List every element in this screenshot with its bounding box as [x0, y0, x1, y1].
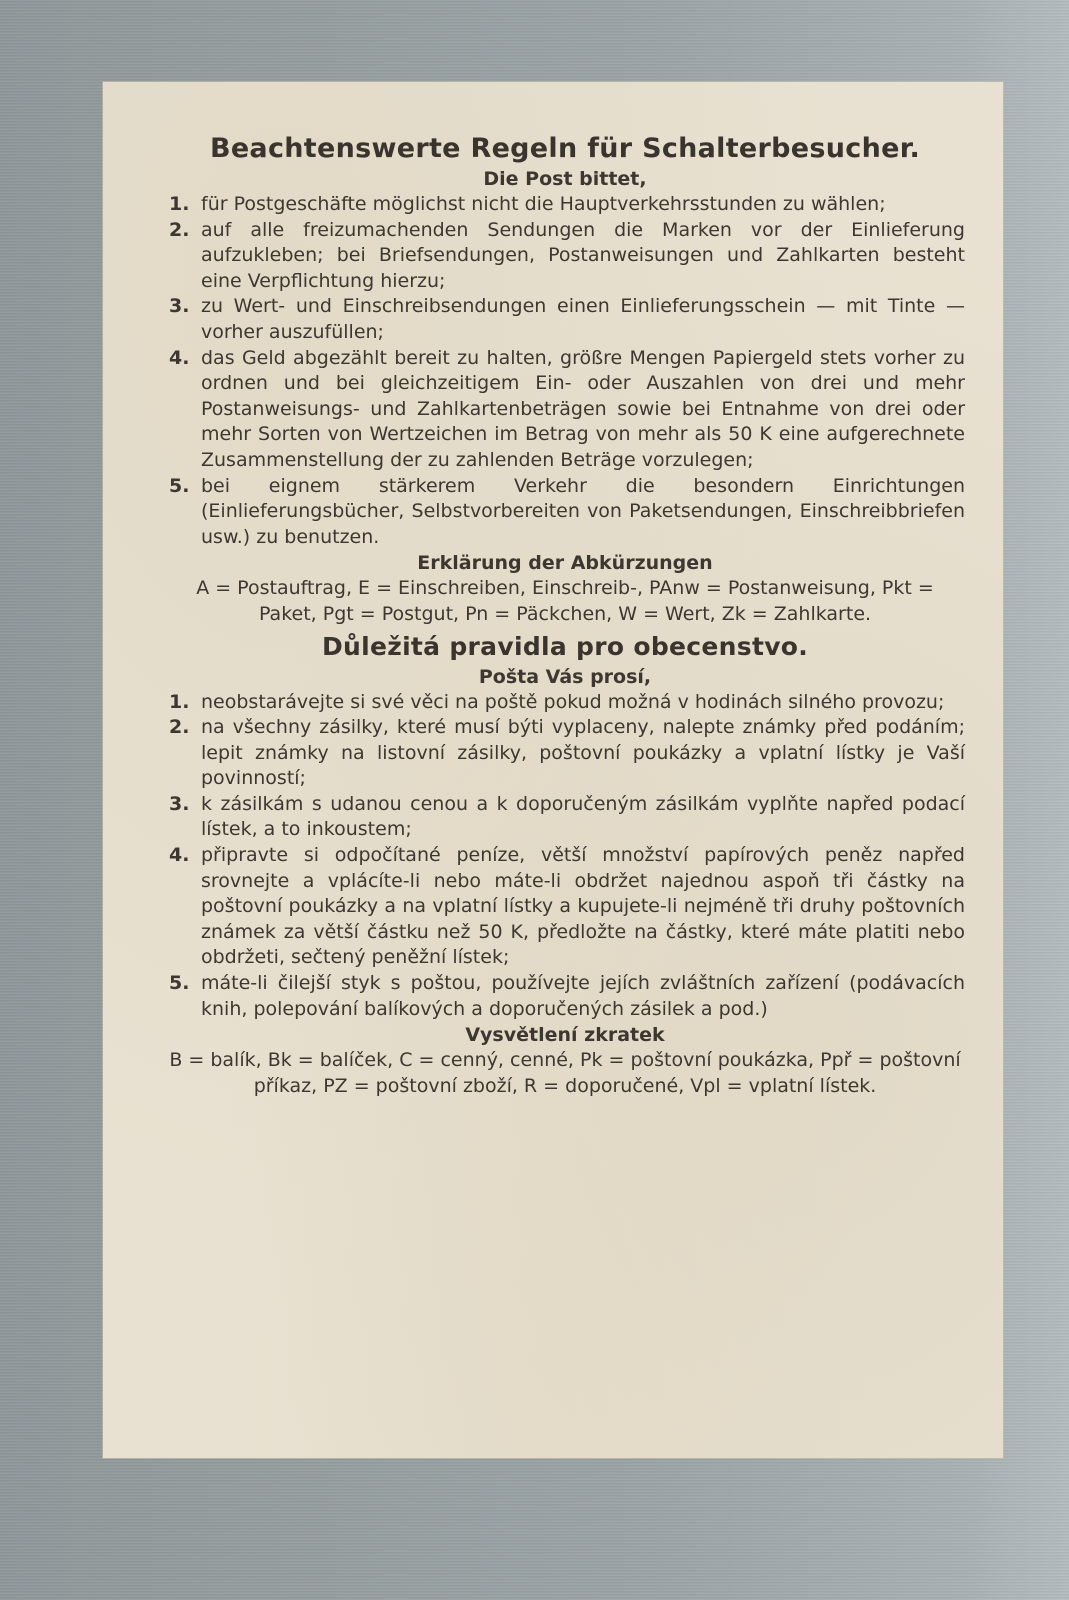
rule-number: 4.	[169, 844, 190, 867]
rule-text: für Postgeschäfte möglichst nicht die Hauptverkehrsstunden zu wählen;	[201, 193, 886, 215]
german-abbreviations-heading: Erklärung der Abkürzungen	[417, 552, 713, 575]
rule-number: 5.	[169, 972, 190, 995]
rule-text: auf alle freizumachenden Sendungen die Marken vor der Einlieferung aufzukleben; bei Briefsendungen, Postanweisungen und Zahlkarten besteht eine Verpflichtung hierzu;	[201, 218, 965, 292]
rule-number: 2.	[169, 716, 190, 739]
german-rule-4	[165, 346, 965, 474]
german-rule-5	[165, 474, 965, 551]
rule-text: máte-li čilejší styk s poštou, používejte jejích zvláštních zařízení (podávacích knih, polepování balíkových a doporučených zásilek a pod.)	[201, 972, 965, 1020]
rule-text: připravte si odpočítané peníze, větší množství papírových peněz napřed srovnejte a vplácíte-li nebo máte-li obdržet najednou aspoň tři částky na poštovní poukázky a na vplatní lístky a kupujete-li nejméně tři druhy poštovních známek za větší částku než 50 K, předložte na částky, které máte platiti nebo obdržeti, sečtený peněžní lístek;	[201, 844, 965, 969]
czech-rules-list	[165, 690, 965, 1023]
rule-text: neobstarávejte si své věci na poště pokud možná v hodinách silného provozu;	[201, 690, 945, 713]
rule-number: 1.	[169, 690, 190, 713]
czech-abbreviations-text: B = balík, Bk = balíček, C = cenný, cenné, Pk = poštovní poukázka, Ppř = poštovní příkaz, PZ = poštovní zboží, R = doporučené, Vpl = vplatní lístek.	[169, 1049, 961, 1097]
rule-text: das Geld abgezählt bereit zu halten, größre Mengen Papiergeld stets vorher zu ordnen und bei gleichzeitigem Ein- oder Auszahlen von drei und mehr Postanweisungs- und Zahlkartenbeträgen sowie bei Entnahme von drei oder mehr Sorten von Wertzeichen im Betrag von mehr als 50 K eine aufgerechnete Zusammenstellung der zu zahlenden Beträge vorzulegen;	[201, 346, 965, 471]
rule-text: k zásilkám s udanou cenou a k doporučeným zásilkám vyplňte napřed podací lístek, a to inkoustem;	[201, 792, 965, 841]
rule-number: 1.	[169, 193, 190, 215]
czech-rule-1	[165, 690, 965, 716]
notice-content	[165, 132, 965, 1099]
czech-abbreviations-heading: Vysvětlení zkratek	[465, 1024, 665, 1047]
german-title: Beachtenswerte Regeln für Schalterbesucher.	[209, 133, 921, 164]
rule-number: 2.	[169, 218, 190, 241]
postal-notice-paper	[103, 82, 1003, 1458]
rule-text: zu Wert- und Einschreibsendungen einen Einlieferungsschein — mit Tinte — vorher auszufüllen;	[201, 295, 965, 343]
german-abbreviations-text: A = Postauftrag, E = Einschreiben, Einschreib-, PAnw = Postanweisung, Pkt = Paket, Pgt = Postgut, Pn = Päckchen, W = Wert, Zk = Zahlkarte.	[196, 577, 934, 625]
german-rule-1	[165, 192, 965, 218]
german-rule-3	[165, 294, 965, 345]
czech-rule-4	[165, 843, 965, 971]
german-rules-list	[165, 192, 965, 550]
czech-title: Důležitá pravidla pro obecenstvo.	[321, 631, 809, 661]
rule-number: 4.	[169, 346, 190, 369]
czech-intro: Pošta Vás prosí,	[478, 665, 652, 688]
rule-text: bei eignem stärkerem Verkehr die besondern Einrichtungen (Einlieferungsbücher, Selbstvorbereiten von Paketsendungen, Einschreibbriefen usw.) zu benutzen.	[201, 474, 965, 548]
german-rule-2	[165, 218, 965, 295]
rule-text: na všechny zásilky, které musí býti vyplaceny, nalepte známky před podáním; lepit známky na listovní zásilky, poštovní poukázky a vplatní lístky je Vaší povinností;	[201, 716, 965, 790]
rule-number: 5.	[169, 474, 190, 497]
czech-rule-3	[165, 792, 965, 843]
german-intro: Die Post bittet,	[483, 168, 647, 190]
czech-rule-2	[165, 715, 965, 792]
czech-rule-5	[165, 971, 965, 1022]
rule-number: 3.	[169, 295, 190, 318]
rule-number: 3.	[169, 792, 190, 815]
